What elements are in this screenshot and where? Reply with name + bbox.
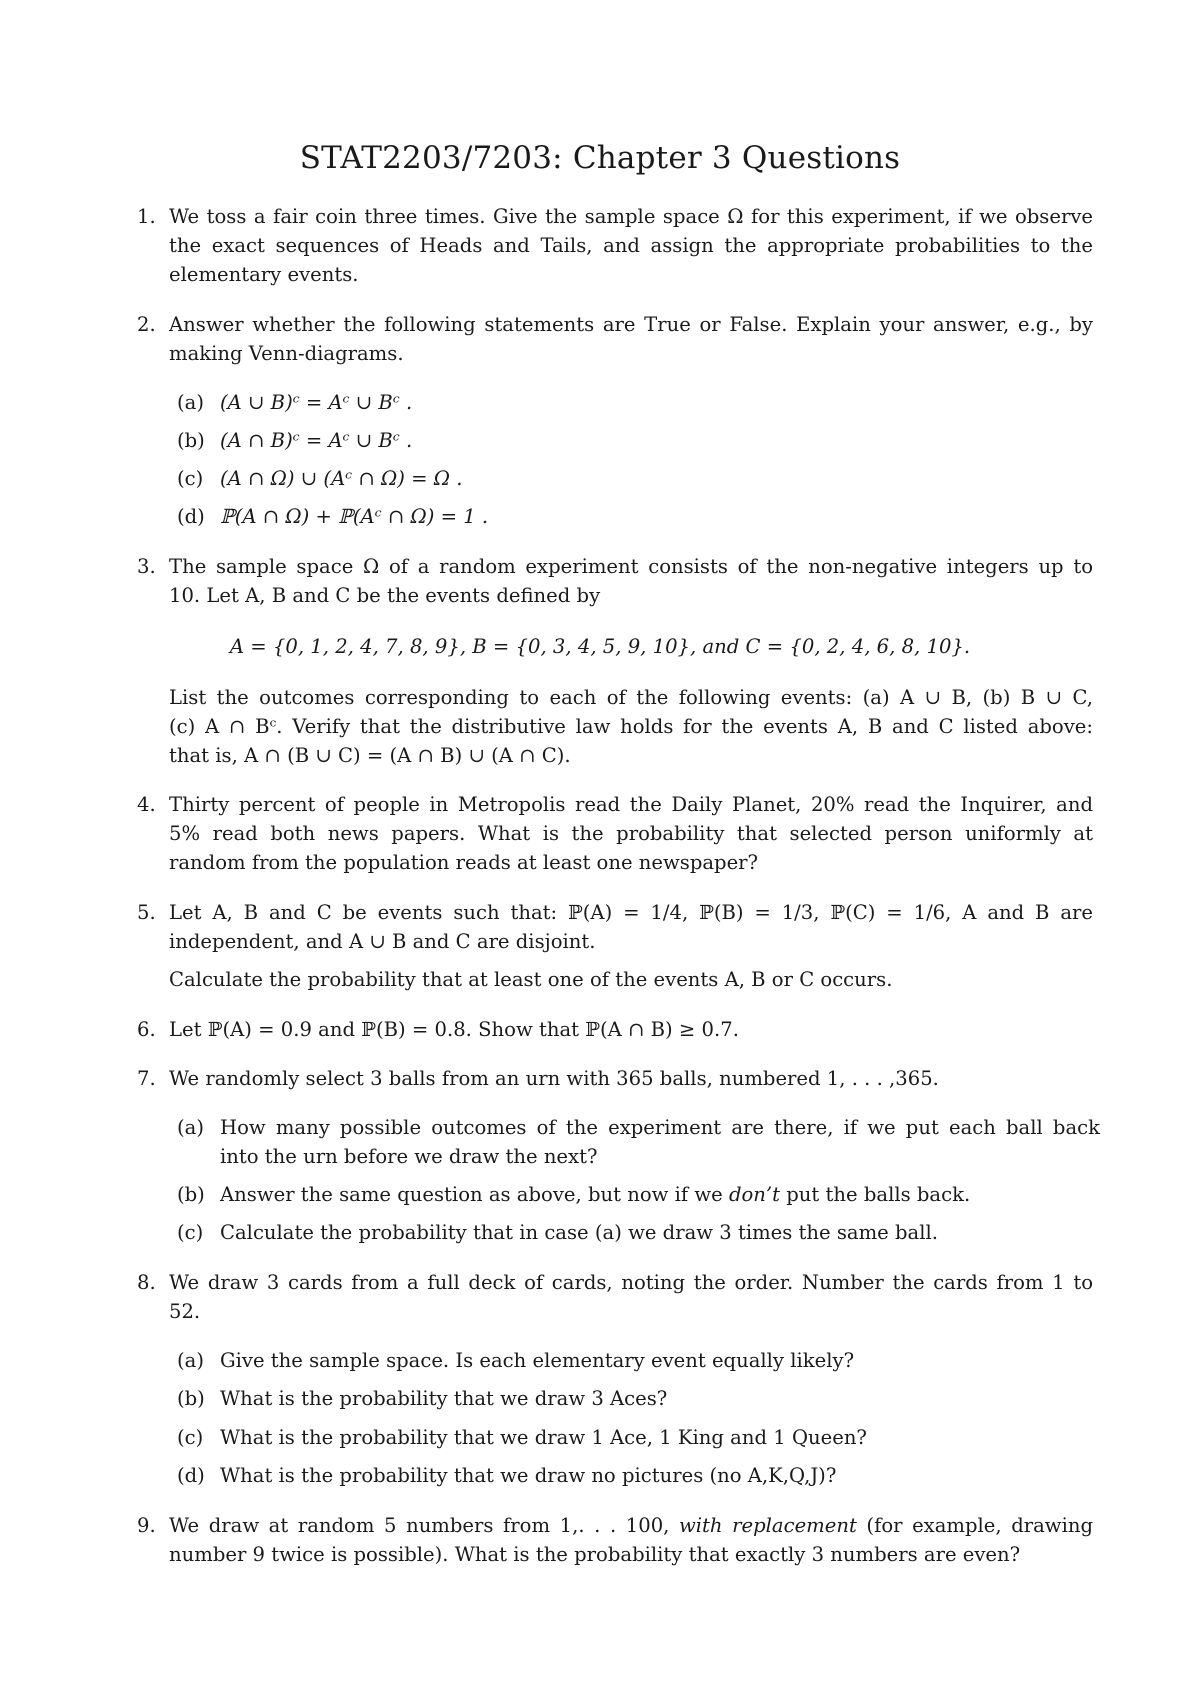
subitem-text: Give the sample space. Is each elementary event equally likely? — [220, 1349, 855, 1372]
question-text-line: elementary events. — [169, 263, 359, 286]
question-text-line: random from the population reads at least one newspaper? — [169, 851, 759, 874]
subitem-text: (A ∩ Ω) ∪ (Aᶜ ∩ Ω) = Ω . — [220, 467, 463, 490]
question-text-line: We draw at random 5 numbers from 1,. . . 100, with replacement (for example, drawing — [169, 1514, 1094, 1537]
question-text-line: Calculate the probability that at least one of the events A, B or C occurs. — [169, 968, 893, 991]
subitem-label: (a) — [177, 391, 204, 414]
question-text-line: We toss a fair coin three times. Give the sample space Ω for this experiment, if we observe — [169, 205, 1093, 228]
subitem-text: What is the probability that we draw 3 Aces? — [220, 1387, 668, 1410]
question-text-line: We randomly select 3 balls from an urn with 365 balls, numbered 1, . . . ,365. — [169, 1067, 939, 1090]
subitem-text: Calculate the probability that in case (a) we draw 3 times the same ball. — [220, 1221, 938, 1244]
question-number: 6. — [137, 1018, 156, 1041]
question-number: 7. — [137, 1067, 156, 1090]
question-text-line: the exact sequences of Heads and Tails, and assign the appropriate probabilities to the — [169, 234, 1093, 257]
subitem-text: ℙ(A ∩ Ω) + ℙ(Aᶜ ∩ Ω) = 1 . — [220, 505, 489, 528]
subitem-label: (d) — [177, 505, 205, 528]
question-number: 8. — [137, 1271, 156, 1294]
question-text-line: Let A, B and C be events such that: ℙ(A) = 1/4, ℙ(B) = 1/3, ℙ(C) = 1/6, A and B are — [169, 901, 1093, 924]
question-number: 2. — [137, 313, 156, 336]
subitem-label: (b) — [177, 1387, 205, 1410]
question-text-line: making Venn-diagrams. — [169, 342, 404, 365]
subitem-text: (A ∩ B)ᶜ = Aᶜ ∪ Bᶜ . — [220, 429, 413, 452]
subitem-label: (b) — [177, 429, 205, 452]
question-text-line: (c) A ∩ Bᶜ. Verify that the distributive law holds for the events A, B and C listed above: — [169, 715, 1093, 738]
question-number: 1. — [137, 205, 156, 228]
emphasis: don’t — [728, 1183, 781, 1206]
subitem-label: (a) — [177, 1116, 204, 1139]
subitem-label: (c) — [177, 1221, 204, 1244]
question-text-line: 52. — [169, 1300, 201, 1323]
question-text-line: independent, and A ∪ B and C are disjoint. — [169, 930, 596, 953]
subitem-label: (d) — [177, 1464, 205, 1487]
question-text-line: 10. Let A, B and C be the events defined by — [169, 584, 601, 607]
question-number: 4. — [137, 793, 156, 816]
subitem-label: (c) — [177, 467, 204, 490]
page-title: STAT2203/7203: Chapter 3 Questions — [299, 140, 901, 176]
subitem-label: (c) — [177, 1426, 204, 1449]
subitem-text: What is the probability that we draw no pictures (no A,K,Q,J)? — [220, 1464, 837, 1487]
question-number: 5. — [137, 901, 156, 924]
emphasis: with replacement — [679, 1514, 857, 1537]
subitem-label: (a) — [177, 1349, 204, 1372]
question-text-line: The sample space Ω of a random experiment consists of the non-negative integers up to — [169, 555, 1093, 578]
question-text-line: Let ℙ(A) = 0.9 and ℙ(B) = 0.8. Show that ℙ(A ∩ B) ≥ 0.7. — [169, 1018, 739, 1041]
subitem-text: What is the probability that we draw 1 Ace, 1 King and 1 Queen? — [220, 1426, 867, 1449]
subitem-text: Answer the same question as above, but now if we don’t put the balls back. — [220, 1183, 971, 1206]
question-number: 9. — [137, 1514, 156, 1537]
display-equation: A = {0, 1, 2, 4, 7, 8, 9}, B = {0, 3, 4, 5, 9, 10}, and C = {0, 2, 4, 6, 8, 10}. — [229, 635, 971, 658]
subitem-text: How many possible outcomes of the experiment are there, if we put each ball back — [220, 1116, 1100, 1139]
subitem-text: into the urn before we draw the next? — [220, 1145, 598, 1168]
question-text-line: that is, A ∩ (B ∪ C) = (A ∩ B) ∪ (A ∩ C). — [169, 744, 571, 767]
subitem-label: (b) — [177, 1183, 205, 1206]
question-text-line: number 9 twice is possible). What is the probability that exactly 3 numbers are even? — [169, 1543, 1021, 1566]
question-text-line: List the outcomes corresponding to each of the following events: (a) A ∪ B, (b) B ∪ C, — [169, 686, 1093, 709]
subitem-text: (A ∪ B)ᶜ = Aᶜ ∪ Bᶜ . — [220, 391, 413, 414]
question-text-line: We draw 3 cards from a full deck of cards, noting the order. Number the cards from 1 to — [169, 1271, 1093, 1294]
question-number: 3. — [137, 555, 156, 578]
question-text-line: 5% read both news papers. What is the probability that selected person uniformly at — [169, 822, 1093, 845]
question-text-line: Answer whether the following statements are True or False. Explain your answer, e.g., by — [169, 313, 1093, 336]
question-text-line: Thirty percent of people in Metropolis read the Daily Planet, 20% read the Inquirer, and — [169, 793, 1093, 816]
